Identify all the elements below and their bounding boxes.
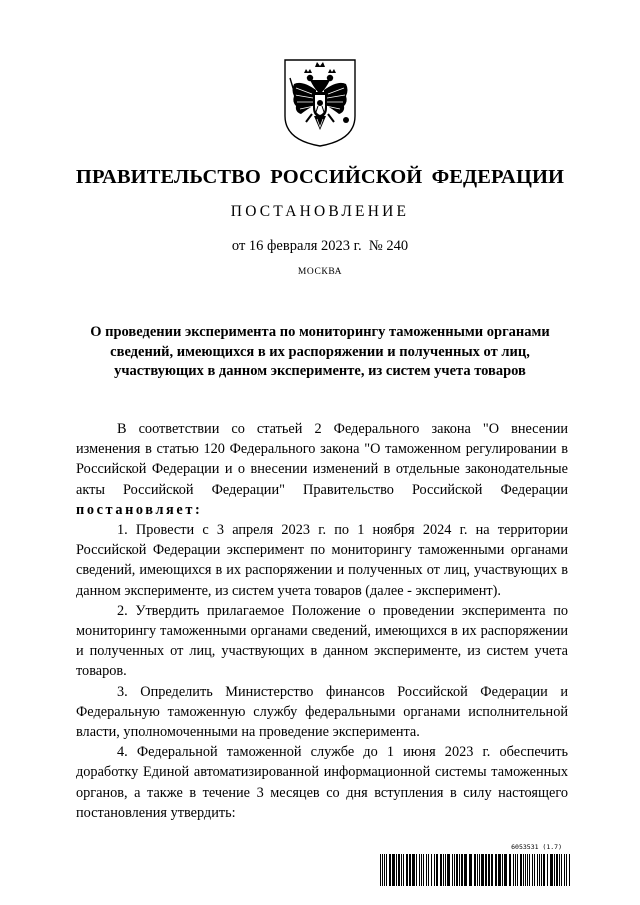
document-date-number: от 16 февраля 2023 г. № 240 bbox=[231, 238, 409, 254]
heading-line-2: сведений, имеющихся в их распоряжении и полученных от лиц, bbox=[110, 343, 530, 360]
item-1: 1. Провести с 3 апреля 2023 г. по 1 ноября 2024 г. на территории Российской Федерации эксперимент по мониторингу таможенными органами сведений, имеющихся в их распоряжении и полученных от лиц, участвующих в данном эксперименте, из систем учета товаров (далее - эксперимент). bbox=[76, 522, 568, 599]
barcode-block bbox=[380, 843, 570, 887]
government-title: ПРАВИТЕЛЬСТВО РОССИЙСКОЙ ФЕДЕРАЦИИ bbox=[75, 166, 565, 188]
coat-of-arms-icon bbox=[282, 58, 358, 148]
preamble-text: В соответствии со статьей 2 Федерального закона "О внесении изменения в статью 120 Федерального закона "О таможенном регулировании в Российской Федерации и о внесении изменений в отдельные законодательные акты Российской Федерации" Правительство Российской Федерации bbox=[76, 421, 568, 498]
preamble-paragraph bbox=[76, 419, 568, 520]
heading-line-1: О проведении эксперимента по мониторингу таможенными органами bbox=[90, 324, 550, 340]
item-3: 3. Определить Министерство финансов Российской Федерации и Федеральную таможенную службу федеральными органами исполнительной власти, уполномоченными на проведение эксперимента. bbox=[76, 683, 568, 741]
document-city: МОСКВА bbox=[297, 267, 343, 277]
document-heading bbox=[60, 323, 580, 382]
decree-word: постановляет: bbox=[76, 501, 203, 518]
barcode-icon bbox=[380, 854, 570, 886]
document-type: ПОСТАНОВЛЕНИЕ bbox=[230, 203, 410, 220]
document-body bbox=[76, 419, 568, 823]
item-2: 2. Утвердить прилагаемое Положение о проведении эксперимента по мониторингу таможенными органами сведений, имеющихся в их распоряжении и полученных от лиц, участвующих в данном эксперименте, из систем учета товаров. bbox=[76, 602, 568, 680]
barcode-caption: 6053531 (1.7) bbox=[511, 843, 562, 851]
heading-line-3: участвующих в данном эксперименте, из систем учета товаров bbox=[114, 363, 526, 379]
item-4: 4. Федеральной таможенной службе до 1 июня 2023 г. обеспечить доработку Единой автоматизированной информационной системы таможенных органов, а также в течение 3 месяцев со дня вступления в силу настоящего постановления утвердить: bbox=[76, 744, 568, 821]
